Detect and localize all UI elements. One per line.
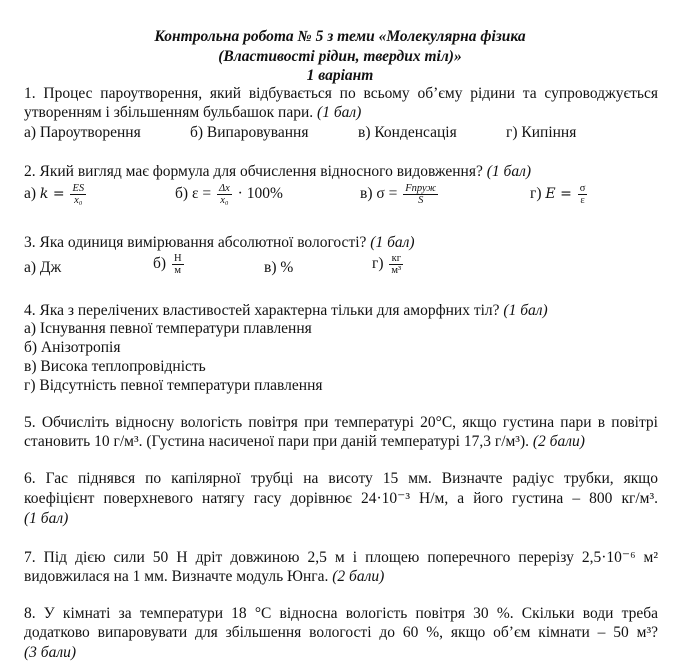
q2-option-b-lhs: ε =	[191, 185, 212, 203]
q8-text-line2: додатково випаровувати для збільшення вологості до 60 %, якщо об’єм кімнати – 50 м³?	[24, 624, 658, 641]
q3-option-d-fraction	[389, 253, 403, 276]
q2-option-c-fraction	[403, 183, 438, 206]
q1-text-line2-body: утворенням і збільшенням бульбашок пари.	[24, 104, 314, 121]
q2-text-body: 2. Який вигляд має формула для обчислення відносного видовження?	[24, 163, 483, 180]
q2-option-a-label: а)	[24, 185, 37, 203]
q2-option-d	[530, 183, 589, 206]
q3-option-c: в) %	[264, 259, 294, 276]
q4-text	[24, 301, 548, 320]
q2-option-b-denominator: x₀	[220, 195, 229, 206]
q3-points: (1 бал)	[370, 234, 415, 251]
q2-option-c-lhs: σ =	[376, 185, 398, 203]
q2-option-b-label: б)	[175, 185, 189, 203]
q2-option-b	[175, 183, 283, 206]
q1-option-b: б) Випаровування	[190, 124, 309, 141]
q2-option-d-fraction	[578, 183, 588, 206]
q2-option-c-denominator: S	[418, 195, 424, 206]
q2-option-d-numerator: σ	[579, 183, 586, 194]
q5-text-line1: 5. Обчисліть відносну вологість повітря при температурі 20°С, якщо густина пари в повітрі	[24, 414, 658, 431]
q2-points: (1 бал)	[486, 163, 531, 180]
q2-option-b-rhs: · 100%	[237, 185, 283, 203]
q1-points: (1 бал)	[317, 104, 362, 121]
q3-option-d-label: г)	[372, 255, 384, 273]
q5-points: (2 бали)	[532, 433, 585, 450]
q6-text-line2: коефіцієнт поверхневого натягу гасу дорівнює 24·10⁻³ Н/м, а його густина – 800 кг/м³.	[24, 490, 658, 507]
q3-option-d	[372, 253, 405, 276]
q3-option-d-denominator: м³	[391, 265, 402, 276]
q2-option-a-denominator: x₀	[74, 195, 83, 206]
q1-option-c: в) Конденсація	[358, 124, 457, 141]
q3-option-a: а) Дж	[24, 259, 62, 276]
q4-option-b: б) Анізотропія	[24, 339, 121, 356]
q8-points: (3 бали)	[24, 644, 77, 661]
q5-text-line2-body: становить 10 г/м³. (Густина насиченої пари при даній температурі 17,3 г/м³).	[24, 433, 529, 450]
q2-option-a-fraction	[70, 183, 86, 206]
q3-option-d-numerator: кг	[389, 253, 403, 265]
q6-points: (1 бал)	[24, 510, 69, 527]
q2-option-c	[360, 183, 440, 206]
q3-option-b	[153, 253, 186, 276]
q2-option-a	[24, 183, 88, 206]
q2-text	[24, 162, 531, 181]
q7-text-line2-body: видовжилася на 1 мм. Визначте модуль Юнга.	[24, 568, 329, 585]
q6-text-line1: 6. Гас піднявся по капілярної трубці на висоту 15 мм. Визначте радіус трубки, якщо	[24, 470, 658, 487]
q3-option-b-denominator: м	[174, 265, 182, 276]
q8-text-line1: 8. У кімнаті за температури 18 °С відносна вологість повітря 30 %. Скільки води треба	[24, 605, 658, 622]
q7-text-line1: 7. Під дією сили 50 Н дріт довжиною 2,5 м і площею поперечного перерізу 2,5·10⁻⁶ м²	[24, 549, 658, 566]
q1-option-a: а) Пароутворення	[24, 124, 141, 141]
q4-points: (1 бал)	[503, 302, 548, 319]
q2-option-d-lhs: E =	[545, 186, 572, 203]
q3-option-b-numerator: Н	[173, 253, 182, 264]
q2-option-b-numerator: Δx	[218, 183, 230, 194]
q2-option-a-numerator: ES	[72, 183, 85, 194]
page-subtitle: (Властивості рідин, твердих тіл)»	[218, 48, 462, 65]
q3-text	[24, 233, 415, 252]
q2-option-c-numerator: Fпруж	[405, 183, 437, 194]
page-title: Контрольна робота № 5 з теми «Молекулярна фізика	[154, 28, 526, 45]
q1-text-line2	[24, 103, 361, 122]
q2-option-d-label: г)	[530, 185, 542, 203]
q2-option-d-denominator: ε	[580, 195, 585, 206]
q2-option-c-label: в)	[360, 185, 373, 203]
q4-option-a: а) Існування певної температури плавлення	[24, 320, 312, 337]
q7-points: (2 бали)	[332, 568, 385, 585]
q3-option-b-label: б)	[153, 255, 167, 273]
q4-option-d: г) Відсутність певної температури плавлення	[24, 377, 323, 394]
q2-option-a-lhs: k =	[39, 186, 65, 203]
q4-option-c: в) Висока теплопровідність	[24, 358, 206, 375]
q3-text-body: 3. Яка одиниця вимірювання абсолютної вологості?	[24, 234, 367, 251]
q4-text-body: 4. Яка з перелічених властивостей характерна тільки для аморфних тіл?	[24, 302, 500, 319]
q1-option-d: г) Кипіння	[506, 124, 577, 141]
q5-text-line2	[24, 432, 585, 451]
variant-label: 1 варіант	[306, 67, 374, 84]
q1-text-line1: 1. Процес пароутворення, який відбувається по всьому об’єму рідини та супроводжується	[24, 85, 658, 102]
q2-option-b-fraction	[217, 183, 232, 206]
q3-option-b-fraction	[172, 253, 184, 276]
q7-text-line2	[24, 567, 384, 586]
